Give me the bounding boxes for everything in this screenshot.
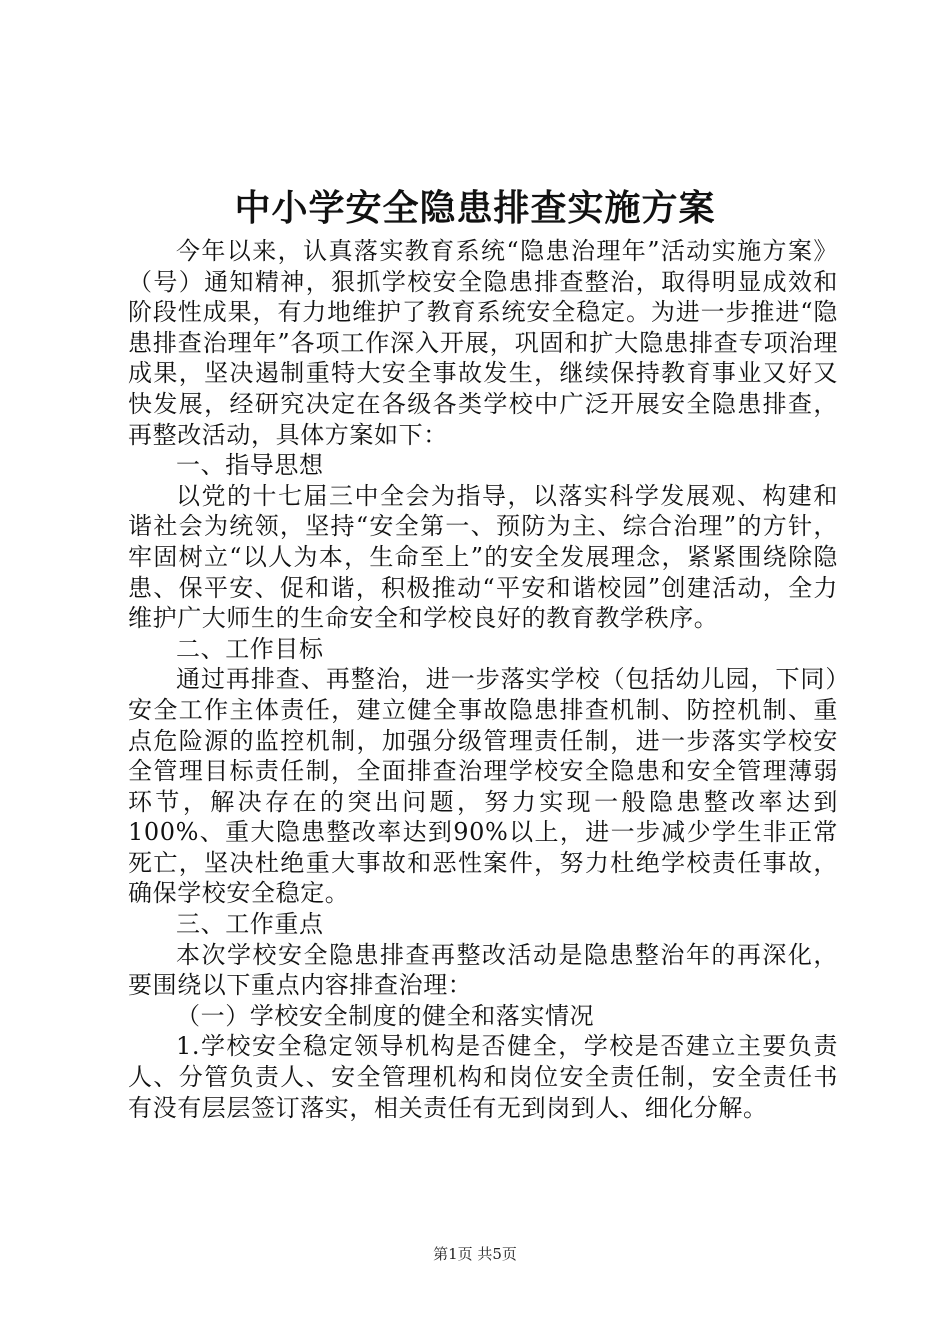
section-heading-guiding-ideology: 一、指导思想 [176,451,324,480]
work-goals-paragraph: 通过再排查、再整治，进一步落实学校（包括幼儿园，下同）安全工作主体责任，建立健全事故隐患排查机制、防控机制、重点危险源的监控机制，加强分级管理责任制，进一步落实学校安全管理目标责任制，全面排查治理学校安全隐患和安全管理薄弱环节，解决存在的突出问题，努力实现一般隐患整改率达到100%、重大隐患整改率达到90%以上，进一步减少学生非正常死亡，坚决杜绝重大事故和恶性案件，努力杜绝学校责任事故，确保学校安全稳定。 [128,665,838,908]
intro-paragraph: 今年以来，认真落实教育系统“隐患治理年”活动实施方案》（号）通知精神，狠抓学校安全隐患排查整治，取得明显成效和阶段性成果，有力地维护了教育系统安全稳定。为进一步推进“隐患排查治理年”各项工作深入开展，巩固和扩大隐患排查专项治理成果，坚决遏制重特大安全事故发生，继续保持教育事业又好又快发展，经研究决定在各级各类学校中广泛开展安全隐患排查，再整改活动，具体方案如下： [128,237,838,449]
document-body [128,236,838,1123]
page-number-footer: 第1页 共5页 [433,1245,517,1263]
guiding-ideology-paragraph: 以党的十七届三中全会为指导，以落实科学发展观、构建和谐社会为统领，坚持“安全第一、预防为主、综合治理”的方针，牢固树立“以人为本，生命至上”的安全发展理念，紧紧围绕除隐患、保平安、促和谐，积极推动“平安和谐校园”创建活动，全力维护广大师生的生命安全和学校良好的教育教学秩序。 [128,481,838,633]
item-1-paragraph: 1.学校安全稳定领导机构是否健全，学校是否建立主要负责人、分管负责人、安全管理机构和岗位安全责任制，安全责任书有没有层层签订落实，相关责任有无到岗到人、细化分解。 [128,1032,838,1122]
section-heading-work-focus: 三、工作重点 [176,910,324,939]
work-focus-paragraph: 本次学校安全隐患排查再整改活动是隐患整治年的再深化，要围绕以下重点内容排查治理： [128,940,838,1000]
document-title: 中小学安全隐患排查实施方案 [234,187,716,229]
section-heading-work-goals: 二、工作目标 [176,634,324,663]
subsection-heading-safety-system: （一）学校安全制度的健全和落实情况 [176,1001,595,1030]
